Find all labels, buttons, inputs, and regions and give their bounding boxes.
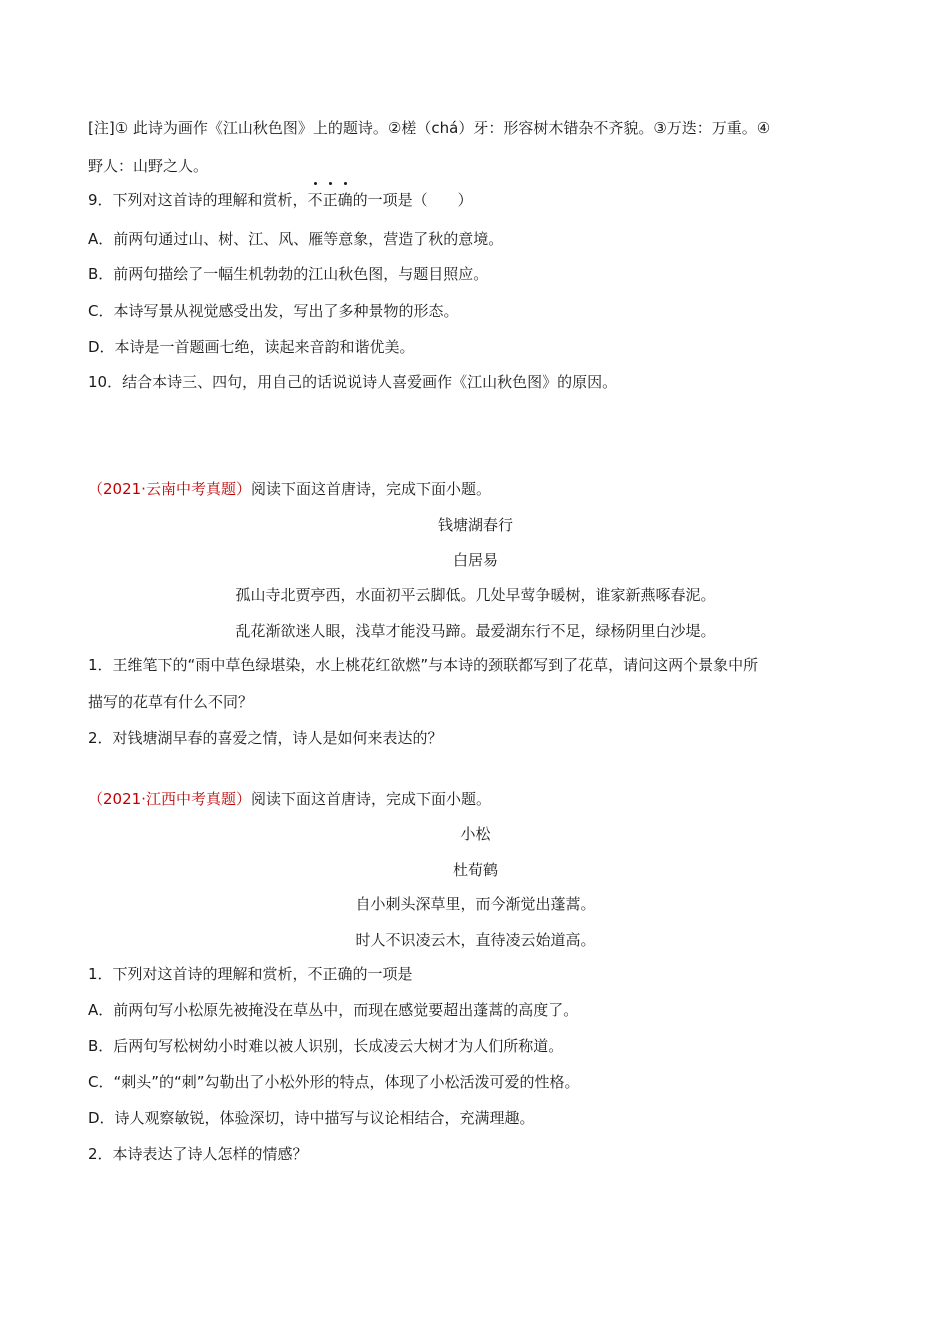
question-9-option-d: D．本诗是一首题画七绝，读起来音韵和谐优美。 bbox=[88, 338, 415, 356]
poem-1-title: 钱塘湖春行 bbox=[437, 516, 513, 534]
section-1-header bbox=[88, 478, 858, 500]
question-9-stem-after: 的一项是（ ） bbox=[352, 191, 473, 209]
section-2-option-c: C．“刺头”的“刺”勾勒出了小松外形的特点，体现了小松活泼可爱的性格。 bbox=[88, 1073, 580, 1091]
emphasis-not-correct bbox=[308, 191, 353, 209]
emphasis-char: 确 bbox=[337, 191, 353, 209]
poem-1-line-1: 孤山寺北贾亭西，水面初平云脚低。几处早莺争暖树，谁家新燕啄春泥。 bbox=[235, 586, 716, 604]
section-2-question-1: 1．下列对这首诗的理解和赏析，不正确的一项是 bbox=[88, 965, 413, 983]
section-2-header bbox=[88, 788, 858, 810]
section-2-option-b: B．后两句写松树幼小时难以被人识别，长成凌云大树才为人们所称道。 bbox=[88, 1037, 564, 1055]
poem-2-line-2: 时人不识凌云木，直待凌云始道高。 bbox=[355, 931, 596, 949]
poem-1-line-2: 乱花渐欲迷人眼，浅草才能没马蹄。最爱湖东行不足，绿杨阴里白沙堤。 bbox=[235, 622, 716, 640]
section-1-question-1-line-2: 描写的花草有什么不同？ bbox=[88, 693, 254, 711]
section-2-option-a: A．前两句写小松原先被掩没在草丛中，而现在感觉要超出蓬蒿的高度了。 bbox=[88, 1001, 579, 1019]
section-2-question-2: 2．本诗表达了诗人怎样的情感？ bbox=[88, 1145, 308, 1163]
question-9-stem bbox=[88, 189, 858, 211]
section-2-option-d: D．诗人观察敏锐，体验深切，诗中描写与议论相结合，充满理趣。 bbox=[88, 1109, 535, 1127]
question-9-stem-before: 9．下列对这首诗的理解和赏析， bbox=[88, 191, 308, 209]
poem-1-author: 白居易 bbox=[452, 551, 498, 569]
poem-2-title: 小松 bbox=[460, 825, 491, 843]
question-10: 10．结合本诗三、四句，用自己的话说说诗人喜爱画作《江山秋色图》的原因。 bbox=[88, 373, 618, 391]
section-1-question-1-line-1: 1．王维笔下的“雨中草色绿堪染，水上桃花红欲燃”与本诗的颈联都写到了花草，请问这两个景象中所 bbox=[88, 656, 759, 674]
question-9-option-a: A．前两句通过山、树、江、风、雁等意象，营造了秋的意境。 bbox=[88, 230, 504, 248]
question-9-option-c: C．本诗写景从视觉感受出发，写出了多种景物的形态。 bbox=[88, 302, 459, 320]
emphasis-char: 正 bbox=[322, 191, 338, 209]
section-1-question-2: 2．对钱塘湖早春的喜爱之情，诗人是如何来表达的？ bbox=[88, 729, 443, 747]
emphasis-char: 不 bbox=[307, 191, 323, 209]
note-line-1: [注]① 此诗为画作《江山秋色图》上的题诗。②槎（chá）牙：形容树木错杂不齐貌。③万迭：万重。④ bbox=[88, 119, 771, 137]
poem-2-line-1: 自小刺头深草里，而今渐觉出蓬蒿。 bbox=[355, 895, 596, 913]
source-tag: （2021·云南中考真题） bbox=[88, 480, 251, 498]
question-9-option-b: B．前两句描绘了一幅生机勃勃的江山秋色图，与题目照应。 bbox=[88, 265, 489, 283]
poem-2-author: 杜荀鹤 bbox=[452, 861, 498, 879]
source-tag: （2021·江西中考真题） bbox=[88, 790, 251, 808]
note-line-2: 野人：山野之人。 bbox=[88, 157, 209, 175]
section-2-intro: 阅读下面这首唐诗，完成下面小题。 bbox=[250, 790, 491, 808]
section-1-intro: 阅读下面这首唐诗，完成下面小题。 bbox=[250, 480, 491, 498]
